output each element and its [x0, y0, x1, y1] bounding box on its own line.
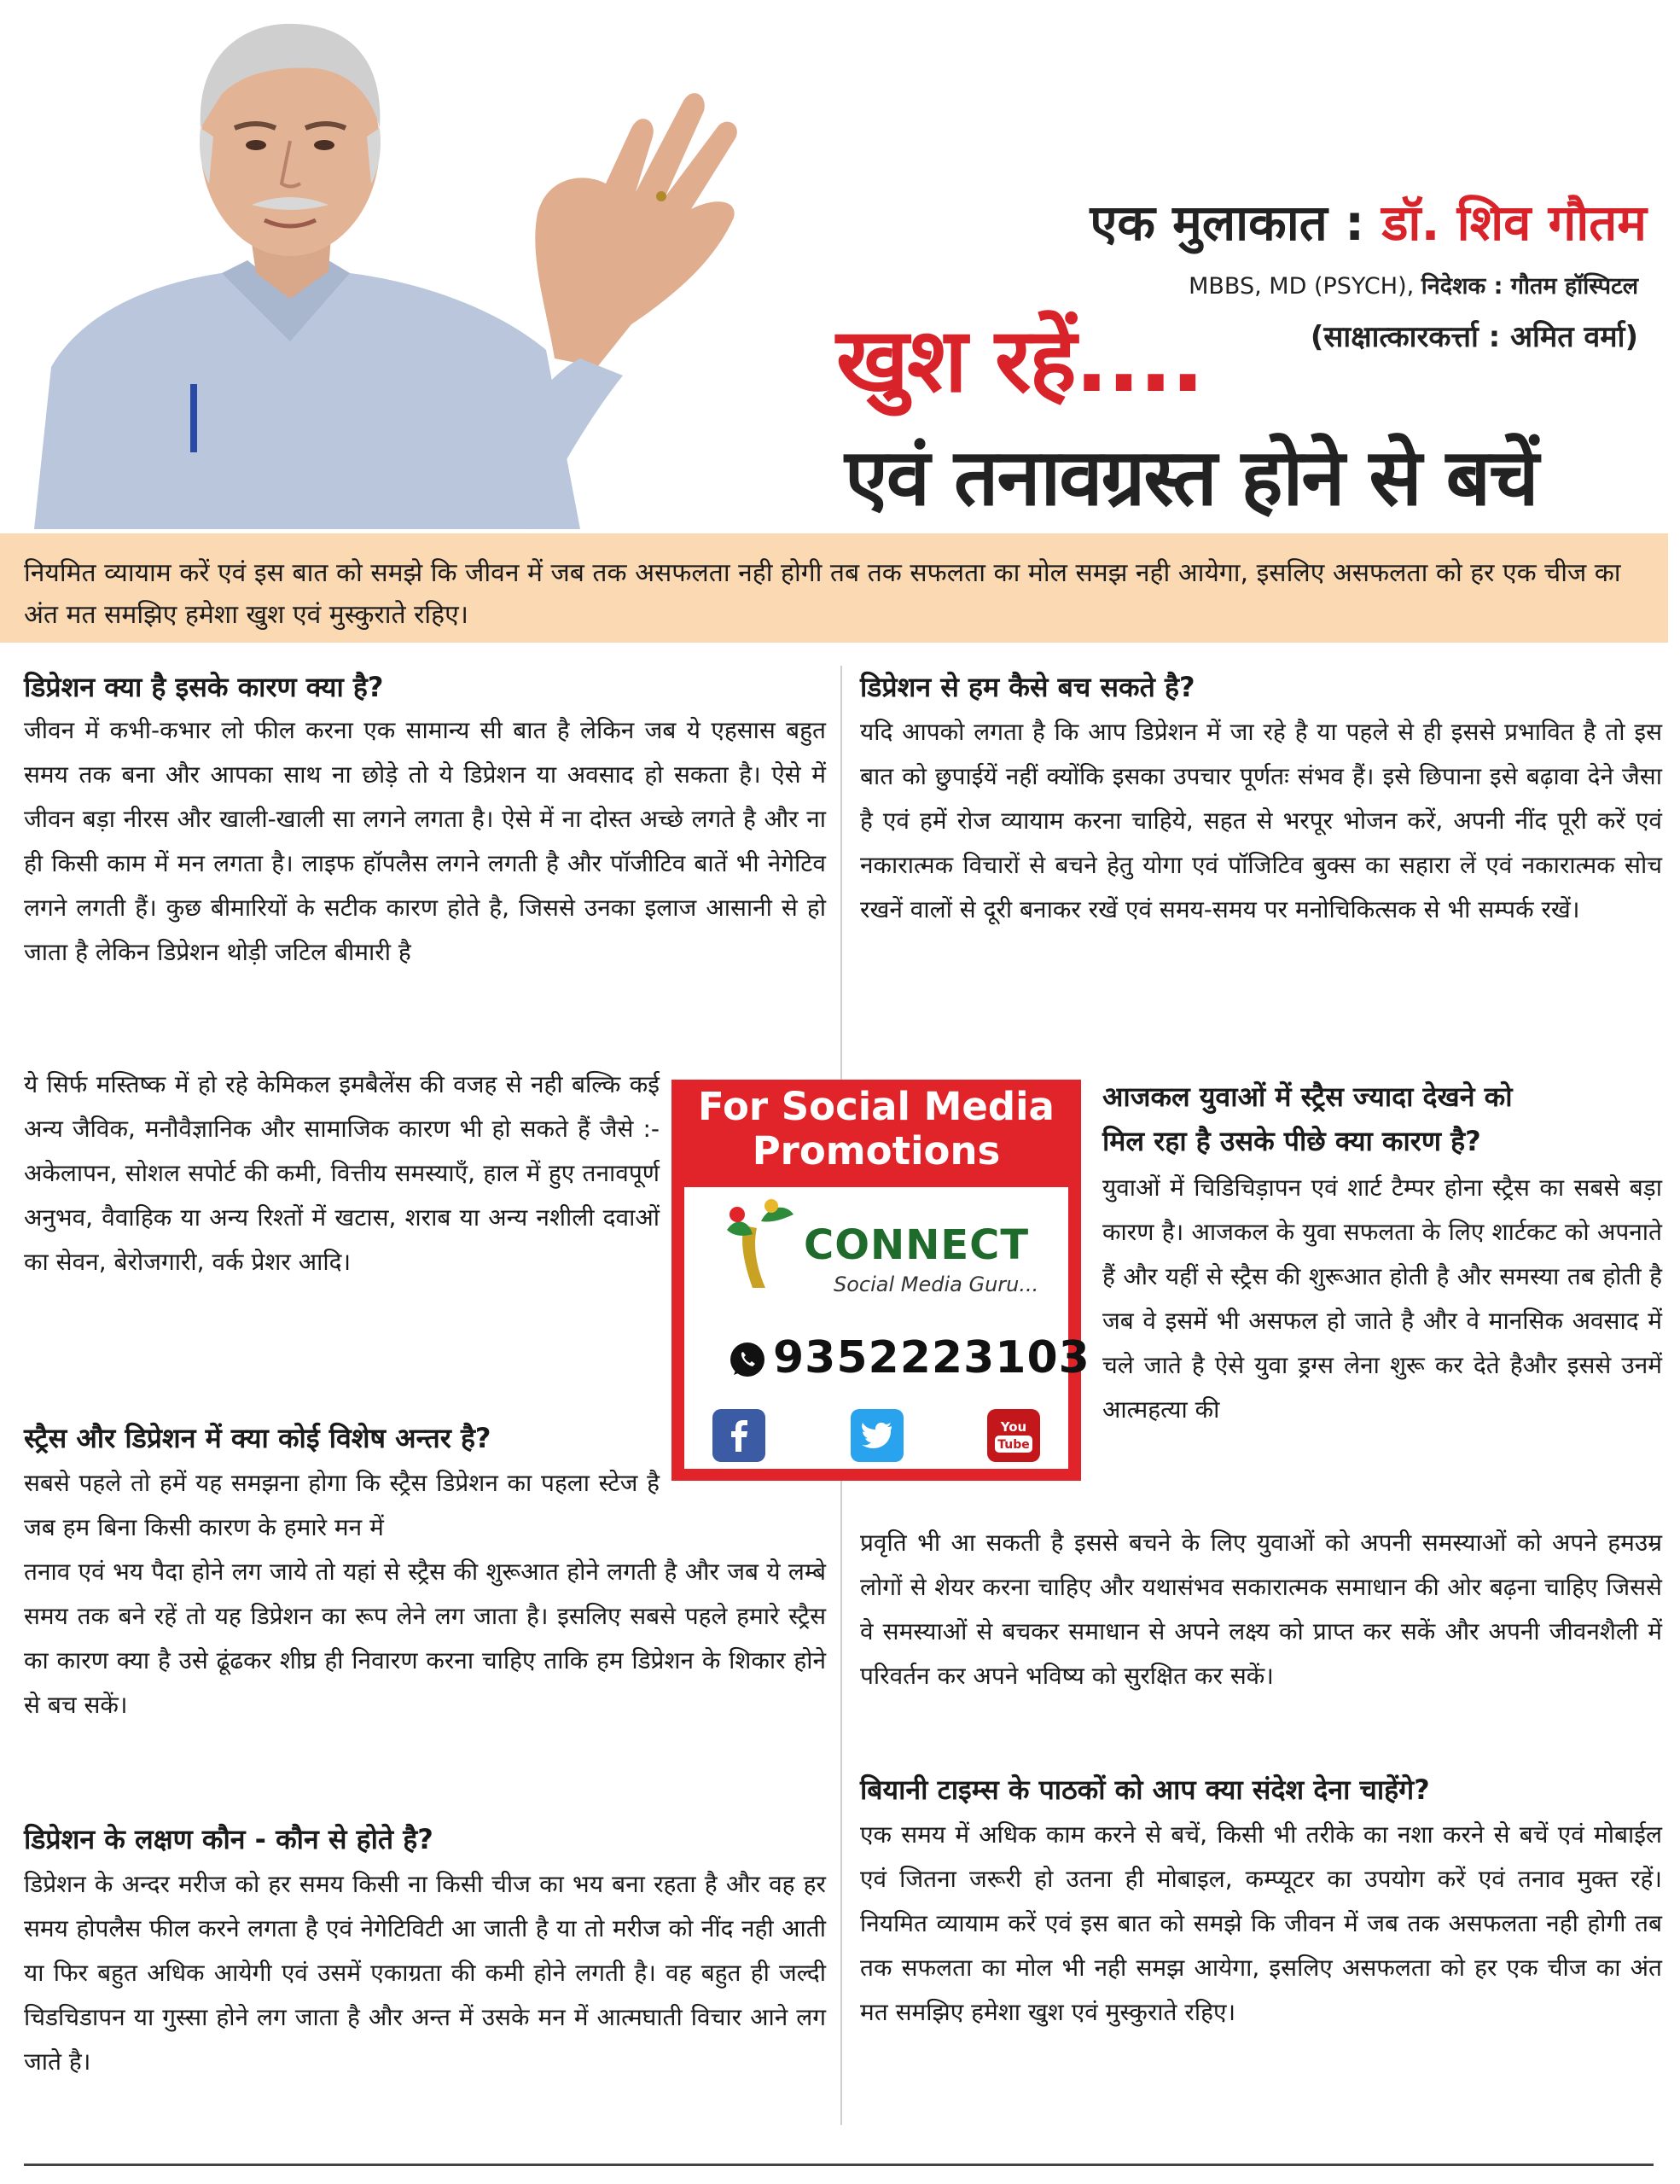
connect-logo-icon: [718, 1196, 795, 1290]
answer-paragraph: डिप्रेशन के अन्दर मरीज को हर समय किसी ना किसी चीज का भय बना रहता है और वह हर समय होपलैस फील करने लगता है एवं नेगेटिविटी आ जाती है या तो मरीज को नींद नही आती या फिर बहुत अधिक आयेगी एवं उसमें एकाग्रता की कमी होने लगती है। वह बहुत ही जल्दी चिडचिडापन या गुस्सा होने लग जाता है और अन्त में उसके मन में आत्मघाती विचार आने लग जाते है।: [24, 1870, 826, 2076]
ad-phone-number[interactable]: 9352223103: [773, 1332, 1090, 1383]
answer-paragraph: ये सिर्फ मस्तिष्क में हो रहे केमिकल इमबैलेंस की वजह से नही बल्कि कई अन्य जैविक, मनौवैज्ञानिक और सामाजिक कारण भी हो सकते हैं जैसे :- अकेलापन, सोशल सपोर्ट की कमी, वित्तीय समस्याएँ, हाल में हुए तनावपूर्ण अनुभव, वैवाहिक या अन्य रिश्तों में खटास, शराब या अन्य नशीली दवाओं का सेवन, बेरोजगारी, वर्क प्रेशर आदि।: [24, 1070, 660, 1276]
twitter-icon[interactable]: [851, 1409, 904, 1462]
question-heading: डिप्रेशन क्या है इसके कारण क्या है?: [24, 671, 384, 703]
facebook-icon[interactable]: [712, 1409, 765, 1462]
brand-name: CONNECT: [804, 1221, 1030, 1269]
question-heading: डिप्रेशन से हम कैसे बच सकते है?: [860, 671, 1195, 703]
question-heading: आजकल युवाओं में स्ट्रैस ज्यादा देखने को: [1102, 1080, 1513, 1113]
svg-text:Tube: Tube: [997, 1438, 1030, 1452]
doctor-name: डॉ. शिव गौतम: [1381, 194, 1647, 252]
question-heading: डिप्रेशन के लक्षण कौन - कौन से होते है?: [24, 1823, 433, 1855]
answer-paragraph: प्रवृति भी आ सकती है इससे बचने के लिए युवाओं को अपनी समस्याओं को अपने हमउम्र लोगों से शेयर करना चाहिए और यथासंभव सकारात्मक समाधान की ओर बढ़ना चाहिए जिससे वे समस्याओं से बचकर समाधान से अपने लक्ष्य को प्राप्त कर सकें और अपनी जीवनशैली में परिवर्तन कर अपने भविष्य को सुरक्षित कर सकें।: [860, 1529, 1662, 1690]
answer-paragraph: यदि आपको लगता है कि आप डिप्रेशन में जा रहे है या पहले से ही इससे प्रभावित है तो इस बात को छुपाईयें नहीं क्योंकि इसका उपचार पूर्णतः संभव हैं। इसे छिपाना इसे बढ़ावा देने जैसा है एवं हमें रोज व्यायाम करना चाहिये, सहत से भरपूर भोजन करें, अपनी नींद पूरी करें एवं नकारात्मक विचारों से बचने हेतु योगा एवं पॉजिटिव बुक्स का सहारा लें एवं नकारात्मक सोच रखनें वालों से दूरी बनाकर रखें एवं समय-समय पर मनोचिकित्सक से भी सम्पर्क रखें।: [860, 718, 1662, 923]
svg-text:You: You: [1000, 1419, 1027, 1435]
answer-paragraph: एक समय में अधिक काम करने से बचें, किसी भी तरीके का नशा करने से बचें एवं मोबाईल एवं जितना जरूरी हो उतना ही मोबाइल, कम्प्यूटर का उपयोग करें एवं तनाव मुक्त रहें। नियमित व्यायाम करें एवं इस बात को समझे कि जीवन में जब तक असफलता नही होगी तब तक सफलता का मोल भी नही समझ आयेगा, इसलिए असफलता को हर एक चीज का अंत मत समझिए हमेशा खुश एवं मुस्कुराते रहिए।: [860, 1820, 1662, 2026]
brand-tagline: Social Media Guru...: [834, 1273, 1039, 1296]
ad-content: [684, 1187, 1090, 1469]
qualifications: MBBS, MD (PSYCH),: [1189, 273, 1421, 300]
social-media-ad[interactable]: [671, 1080, 1090, 1481]
interview-line: [1049, 193, 1647, 253]
director-label: निदेशक : गौतम हॉस्पिटल: [1421, 273, 1638, 300]
doctor-photo: [34, 0, 751, 529]
question-heading: बियानी टाइम्स के पाठकों को आप क्या संदेश देना चाहेंगे?: [860, 1773, 1430, 1806]
youtube-icon[interactable]: [987, 1409, 1040, 1462]
ad-title-line: For Social Media: [698, 1084, 1055, 1129]
question-heading: स्ट्रैस और डिप्रेशन में क्या कोई विशेष अन्तर है?: [24, 1422, 491, 1454]
whatsapp-icon: [729, 1341, 766, 1378]
ad-title: [671, 1085, 1081, 1174]
interview-label: एक मुलाकात :: [1090, 194, 1382, 252]
interviewer-credit: (साक्षात्कारकर्त्ता : अमित वर्मा): [1310, 320, 1638, 354]
question-heading: मिल रहा है उसके पीछे क्या कारण है?: [1102, 1125, 1481, 1157]
highlight-quote: नियमित व्यायाम करें एवं इस बात को समझे कि जीवन में जब तक असफलता नही होगी तब तक सफलता का मोल समझ नही आयेगा, इसलिए असफलता को हर एक चीज का अंत मत समझिए हमेशा खुश एवं मुस्कुराते रहिए।: [0, 533, 1668, 643]
headline-secondary: एवं तनावग्रस्त होने से बचें: [845, 432, 1538, 523]
answer-paragraph: सबसे पहले तो हमें यह समझना होगा कि स्ट्रैस डिप्रेशन का पहला स्टेज है जब हम बिना किसी कारण के हमारे मन में: [24, 1469, 660, 1541]
headline-primary: खुश रहें....: [836, 308, 1203, 412]
answer-paragraph: तनाव एवं भय पैदा होने लग जाये तो यहां से स्ट्रैस की शुरूआत होने लगती है और जब ये लम्बे समय तक बने रहें तो यह डिप्रेशन का रूप लेने लग जाता है। इसलिए सबसे पहले हमारे स्ट्रैस का कारण क्या है उसे ढूंढकर शीघ्र ही निवारण करना चाहिए ताकि हम डिप्रेशन के शिकार होने से बच सकें।: [24, 1558, 826, 1719]
answer-paragraph: जीवन में कभी-कभार लो फील करना एक सामान्य सी बात है लेकिन जब ये एहसास बहुत समय तक बना और आपका साथ ना छोड़े तो ये डिप्रेशन या अवसाद हो सकता है। ऐसे में जीवन बड़ा नीरस और खाली-खाली सा लगने लगता है। ऐसे में ना दोस्त अच्छे लगते है और ना ही किसी काम में मन लगता है। लाइफ हॉपलैस लगने लगती है और पॉजीटिव बातें भी नेगेटिव लगने लगती हैं। कुछ बीमारियों के सटीक कारण होते है, जिससे उनका इलाज आसानी से हो जाता है लेकिन डिप्रेशन थोड़ी जटिल बीमारी है: [24, 716, 826, 966]
doctor-credentials: [1049, 271, 1638, 302]
answer-paragraph: युवाओं में चिडिचिड़ापन एवं शार्ट टैम्पर होना स्ट्रैस का सबसे बड़ा कारण है। आजकल के युवा सफलता के लिए शार्टकट को अपनाते हैं और यहीं से स्ट्रैस की शुरूआत होती है और समस्या तब होती है जब वे इसमें भी असफल हो जाते है और वे मानसिक अवसाद में चले जाते है ऐसे युवा ड्रग्स लेना शुरू कर देते हैऔर इससे उनमें आत्महत्या की: [1102, 1174, 1662, 1424]
ad-title-line: Promotions: [752, 1128, 1001, 1174]
bottom-rule: [24, 2164, 1654, 2166]
